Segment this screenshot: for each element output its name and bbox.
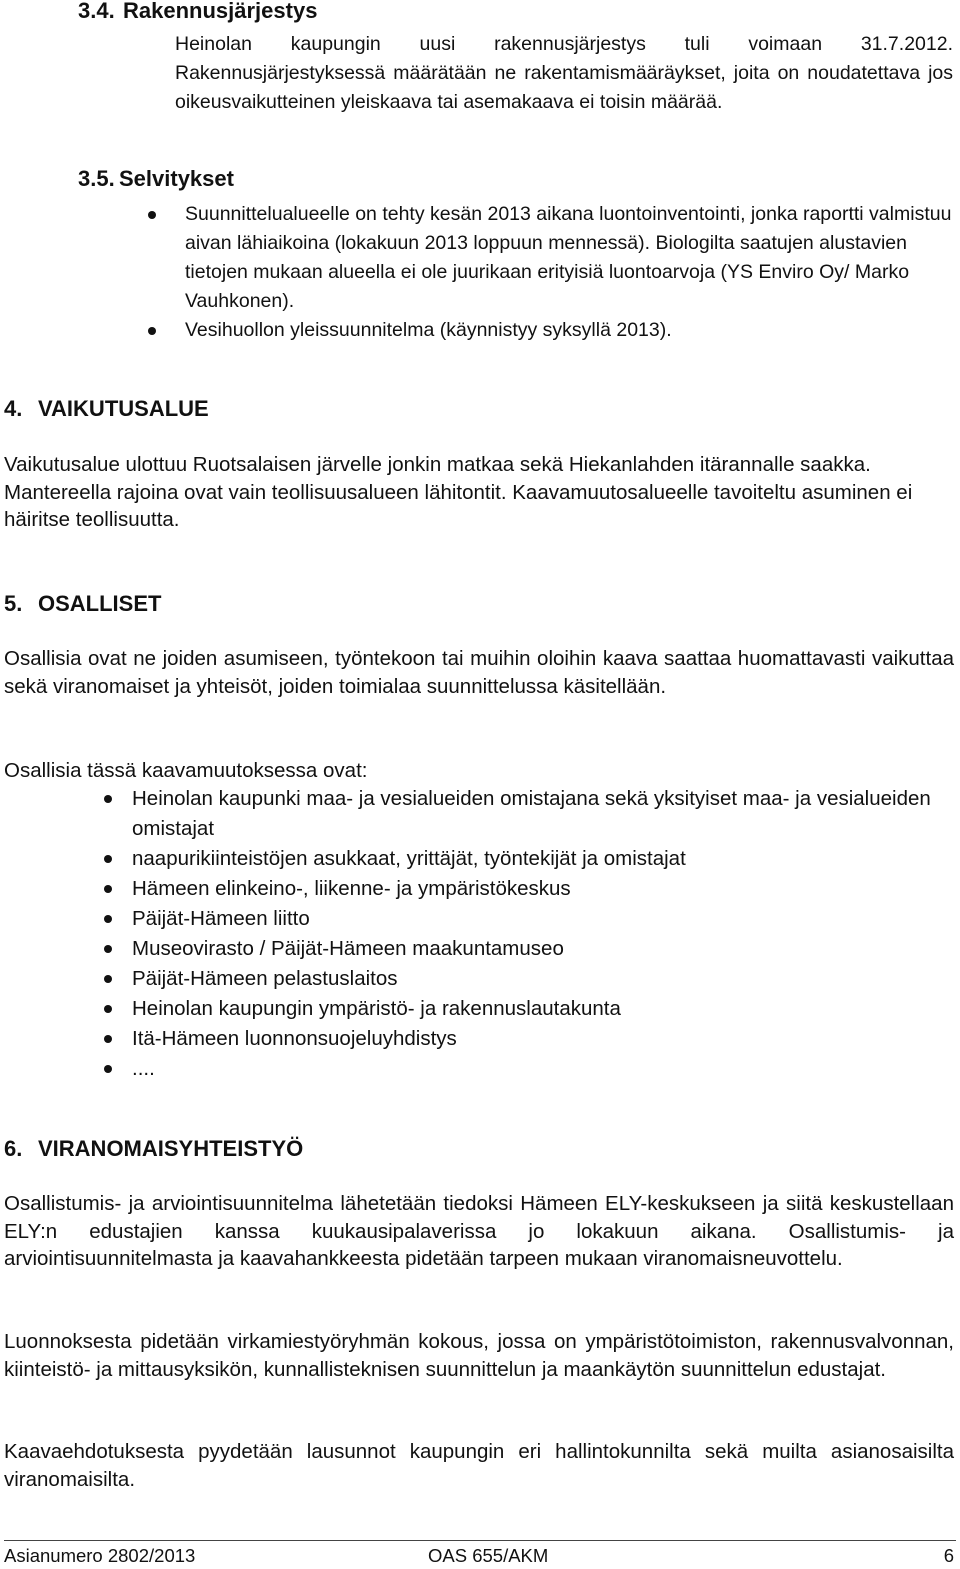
footer-page-number: 6 [943, 1545, 954, 1566]
osalliset-list [132, 784, 954, 1084]
heading-6 [4, 1136, 303, 1162]
bullet-icon [104, 795, 112, 803]
heading-5 [4, 591, 161, 617]
list-item: Vesihuollon yleissuunnitelma (käynnistyy syksyllä 2013). [185, 316, 955, 345]
list-item: Heinolan kaupunki maa- ja vesialueiden omistajana sekä yksityiset maa- ja vesialueiden omistajat [132, 784, 954, 844]
bullet-icon [148, 327, 156, 335]
bullet-icon [104, 1005, 112, 1013]
bullet-icon [104, 915, 112, 923]
list-item: naapurikiinteistöjen asukkaat, yrittäjät, työntekijät ja omistajat [132, 844, 954, 874]
bullet-icon [104, 1065, 112, 1073]
bullet-icon [104, 945, 112, 953]
heading-number: 3.4. [78, 0, 115, 23]
paragraph-vaikutusalue: Vaikutusalue ulottuu Ruotsalaisen järvelle jonkin matkaa sekä Hiekanlahden itärannalle saakka. Mantereella rajoina ovat vain teollisuusalueen lähitontit. Kaavamuutosalueelle tavoiteltu asuminen ei häiritse teollisuutta. [4, 453, 913, 532]
heading-title: VAIKUTUSALUE [38, 396, 209, 421]
heading-4 [4, 396, 209, 422]
list-item: Itä-Hämeen luonnonsuojeluyhdistys [132, 1024, 954, 1054]
heading-number: 5. [4, 591, 23, 616]
bullet-icon [104, 1035, 112, 1043]
list-item: Suunnittelualueelle on tehty kesän 2013 aikana luontoinventointi, jonka raportti valmistuu aivan lähiaikoina (lokakuun 2013 loppuun mennessä). Biologilta saatujen alustavien tietojen mukaan alueella ei ole juurikaan erityisiä luontoarvoja (YS Enviro Oy/ Marko Vauhkonen). [185, 200, 955, 316]
osalliset-intro: Osallisia tässä kaavamuutoksessa ovat: [4, 759, 368, 782]
paragraph-viranomaisyhteistyo-2: Luonnoksesta pidetään virkamiestyöryhmän kokous, jossa on ympäristötoimiston, rakennusvalvonnan, kiinteistö- ja mittausyksikön, kunnallisteknisen suunnittelun ja maankäytön suunnittelun edustajat. [4, 1330, 954, 1381]
paragraph-osalliset: Osallisia ovat ne joiden asumiseen, työntekoon tai muihin oloihin kaava saattaa huomattavasti vaikuttaa sekä viranomaiset ja yhteisöt, joiden toimialaa suunnittelussa käsitellään. [4, 647, 954, 698]
footer-document-code: OAS 655/AKM [428, 1545, 549, 1566]
heading-number: 6. [4, 1136, 23, 1161]
heading-title: Selvitykset [119, 166, 234, 191]
paragraph-rakennusjarjestys: Heinolan kaupungin uusi rakennusjärjestys tuli voimaan 31.7.2012. Rakennusjärjestyksessä määrätään ne rakentamismääräykset, joita on noudatettava jos oikeusvaikutteinen yleiskaava tai asemakaava ei toisin määrää. [175, 33, 953, 113]
heading-number: 3.5. [78, 166, 115, 191]
paragraph-viranomaisyhteistyo-1: Osallistumis- ja arviointisuunnitelma lähetetään tiedoksi Hämeen ELY-keskukseen ja siitä keskustellaan ELY:n edustajien kanssa kuukausipalaverissa jo lokakuun aikana. Osallistumis- ja arviointisuunnitelmasta ja kaavahankkeesta pidetään tarpeen mukaan viranomaisneuvottelu. [4, 1192, 954, 1271]
paragraph-viranomaisyhteistyo-3: Kaavaehdotuksesta pyydetään lausunnot kaupungin eri hallintokunnilta sekä muilta asianosaisilta viranomaisilta. [4, 1440, 954, 1491]
footer-case-number: Asianumero 2802/2013 [4, 1545, 196, 1566]
heading-number: 4. [4, 396, 23, 421]
bullet-icon [148, 211, 156, 219]
heading-title: OSALLISET [38, 591, 162, 616]
heading-title: Rakennusjärjestys [123, 0, 318, 23]
list-item: Museovirasto / Päijät-Hämeen maakuntamuseo [132, 934, 954, 964]
bullet-icon [104, 855, 112, 863]
footer-divider [4, 1540, 956, 1541]
list-item: .... [132, 1054, 954, 1084]
bullet-icon [104, 885, 112, 893]
list-item: Päijät-Hämeen liitto [132, 904, 954, 934]
heading-title: VIRANOMAISYHTEISTYÖ [38, 1136, 304, 1161]
list-item: Heinolan kaupungin ympäristö- ja rakennuslautakunta [132, 994, 954, 1024]
bullet-icon [104, 975, 112, 983]
heading-3-4 [78, 0, 317, 24]
list-item: Päijät-Hämeen pelastuslaitos [132, 964, 954, 994]
list-item: Hämeen elinkeino-, liikenne- ja ympäristökeskus [132, 874, 954, 904]
heading-3-5 [78, 166, 234, 192]
selvitykset-list [185, 200, 955, 345]
